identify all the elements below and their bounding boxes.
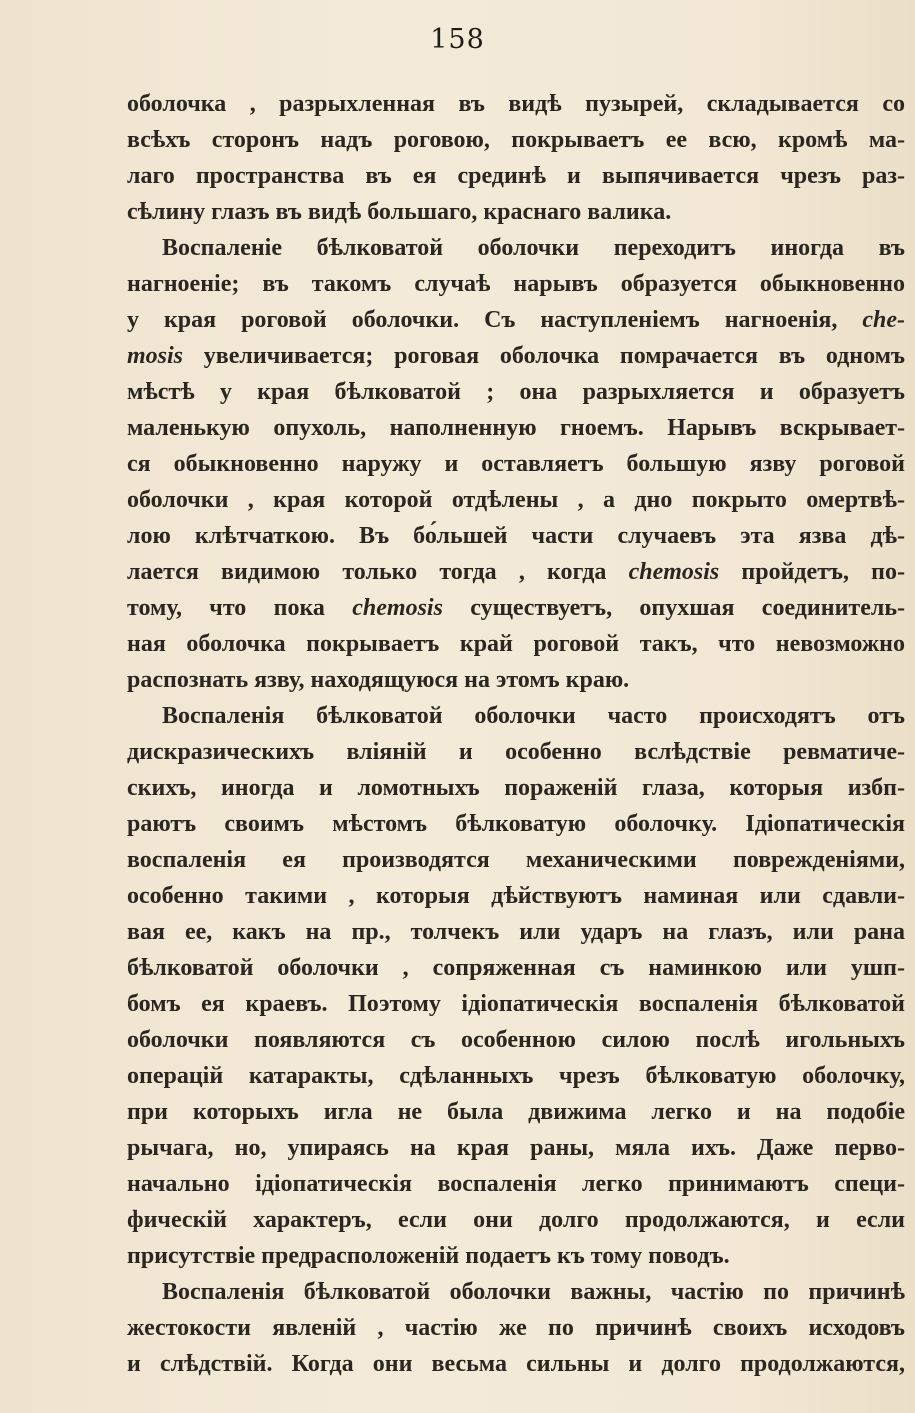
text-line: вая ее, какъ на пр., толчекъ или ударъ на глазъ, или рана (127, 919, 905, 945)
text-line: ся обыкновенно наружу и оставляетъ большую язву роговой (127, 451, 905, 477)
text-line: бомъ ея краевъ. Поэтому ідіопатическія воспаленія бѣлковатой (127, 991, 905, 1017)
text-line: всѣхъ сторонъ надъ роговою, покрываетъ ее всю, кромѣ ма- (127, 127, 905, 153)
text-line: воспаленія ея производятся механическими поврежденіями, (127, 847, 905, 873)
text-line: оболочки появляются съ особенною силою послѣ игольныхъ (127, 1027, 905, 1053)
text-line: лается видимою только тогда , когда chemosis пройдетъ, по- (127, 559, 905, 585)
text-line: тому, что пока chemosis существуетъ, опухшая соединитель- (127, 595, 905, 621)
text-line: скихъ, иногда и ломотныхъ пораженій глаза, которыя избп- (127, 775, 905, 801)
text-line: лою клѣтчаткою. Въ бо́льшей части случаевъ эта язва дѣ- (127, 523, 905, 549)
text-line: мѣстѣ у края бѣлковатой ; она разрыхляется и образуетъ (127, 379, 905, 405)
text-line: при которыхъ игла не была движима легко и на подобіе (127, 1099, 905, 1125)
latin-term: che- (862, 307, 905, 333)
text-line: лаго пространства въ ея срединѣ и выпячивается чрезъ раз- (127, 163, 905, 189)
text-line: нагноеніе; въ такомъ случаѣ нарывъ образуется обыкновенно (127, 271, 905, 297)
text-line: начально ідіопатическія воспаленія легко принимаютъ специ- (127, 1171, 905, 1197)
text-line: раютъ своимъ мѣстомъ бѣлковатую оболочку. Ідіопатическія (127, 811, 905, 837)
paragraph-first-line: Воспаленія бѣлковатой оболочки важны, частію по причинѣ (162, 1279, 905, 1305)
latin-term: mosis (127, 343, 184, 369)
text-line: сѣлину глазъ въ видѣ большаго, краснаго валика. (127, 199, 672, 225)
text-line: особенно такими , которыя дѣйствуютъ наминая или сдавли- (127, 883, 905, 909)
text-line: и слѣдствій. Когда они весьма сильны и долго продолжаются, (127, 1351, 905, 1377)
text-line: маленькую опухоль, наполненную гноемъ. Нарывъ вскрывает- (127, 415, 905, 441)
text-line: фическій характеръ, если они долго продолжаются, и если (127, 1207, 905, 1233)
text-line: рычага, но, упираясь на края раны, мяла ихъ. Даже перво- (127, 1135, 905, 1161)
paragraph-first-line: Воспаленіе бѣлковатой оболочки переходитъ иногда въ (162, 235, 905, 261)
text-line: дискразическихъ вліяній и особенно вслѣдствіе ревматиче- (127, 739, 905, 765)
text-line: оболочка , разрыхленная въ видѣ пузырей, складывается со (127, 91, 905, 117)
text-line: операцій катаракты, сдѣланныхъ чрезъ бѣлковатую оболочку, (127, 1063, 905, 1089)
text-line: бѣлковатой оболочки , сопряженная съ наминкою или ушп- (127, 955, 905, 981)
text-line: оболочки , края которой отдѣлены , а дно покрыто омертвѣ- (127, 487, 905, 513)
text-line: распознать язву, находящуюся на этомъ краю. (127, 667, 630, 693)
text-line: ная оболочка покрываетъ край роговой такъ, что невозможно (127, 631, 905, 657)
text-line: присутствіе предрасположеній подаетъ къ тому поводъ. (127, 1243, 730, 1269)
text-line: у края роговой оболочки. Съ наступленіемъ нагноенія, che- (127, 307, 905, 333)
latin-term: chemosis (352, 595, 443, 621)
latin-term: chemosis (628, 559, 720, 585)
page-number: 158 (430, 24, 485, 55)
paragraph-first-line: Воспаленія бѣлковатой оболочки часто происходятъ отъ (162, 703, 905, 729)
text-line: жестокости явленій , частію же по причинѣ своихъ исходовъ (127, 1315, 905, 1341)
text-line: mosis увеличивается; роговая оболочка помрачается въ одномъ (127, 343, 905, 369)
